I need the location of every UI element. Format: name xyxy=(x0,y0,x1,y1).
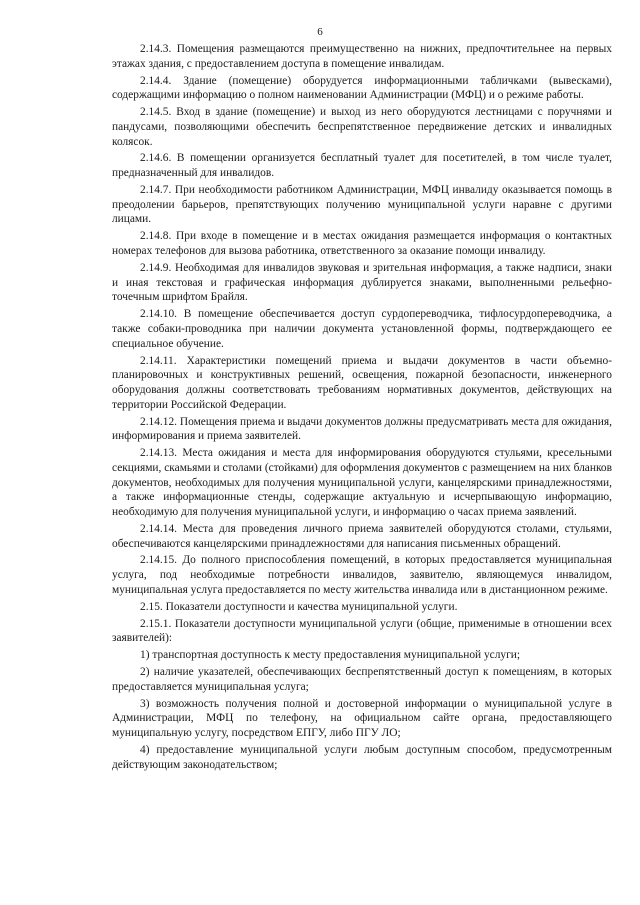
paragraph-2-14-14: 2.14.14. Места для проведения личного приема заявителей оборудуются столами, стульями, обеспечиваются канцелярскими принадлежностями для написания письменных обращений. xyxy=(112,522,612,550)
list-item-2: 2) наличие указателей, обеспечивающих беспрепятственный доступ к помещениям, в которых предоставляется муниципальная услуга; xyxy=(112,666,612,693)
paragraph-2-15-1: 2.15.1. Показатели доступности муниципальной услуги (общие, применимые в отношении всех заявителей): xyxy=(112,617,612,645)
paragraph-2-14-3: 2.14.3. Помещения размещаются преимущественно на нижних, предпочтительнее на первых этажах здания, с предоставлением доступа в помещение инвалидам. xyxy=(112,43,612,70)
paragraph-2-14-4: 2.14.4. Здание (помещение) оборудуется информационными табличками (вывесками), содержащими информацию о полном наименовании Администрации (МФЦ) и о режиме работы. xyxy=(112,74,612,102)
paragraph-2-14-11: 2.14.11. Характеристики помещений приема и выдачи документов в части объемно-планировочных и конструктивных решений, освещения, пожарной безопасности, инженерного оборудования должны соответствовать требованиям нормативных документов, действующих на территории Российской Федерации. xyxy=(112,354,612,411)
paragraph-2-14-7: 2.14.7. При необходимости работником Администрации, МФЦ инвалиду оказывается помощь в преодолении барьеров, препятствующих получению муниципальной услуги наравне с другими лицами. xyxy=(112,184,612,226)
document-body xyxy=(112,42,612,772)
page-number: 6 xyxy=(317,26,323,38)
paragraph-2-14-5: 2.14.5. Вход в здание (помещение) и выход из него оборудуются лестницами с поручнями и пандусами, позволяющими обеспечить беспрепятственное передвижение детских и инвалидных колясок. xyxy=(112,106,612,148)
paragraph-2-14-10: 2.14.10. В помещение обеспечивается доступ сурдопереводчика, тифлосурдопереводчика, а также собаки-проводника при наличии документа установленной формы, подтверждающего ее специальное обучение. xyxy=(112,308,612,350)
list-item-1: 1) транспортная доступность к месту предоставления муниципальной услуги; xyxy=(140,649,521,662)
paragraph-2-14-9: 2.14.9. Необходимая для инвалидов звуковая и зрительная информация, а также надписи, знаки и иная текстовая и графическая информация дублируется знаками, выполненными рельефно-точечным шрифтом Брайля. xyxy=(112,261,612,304)
paragraph-2-14-6: 2.14.6. В помещении организуется бесплатный туалет для посетителей, в том числе туалет, предназначенный для инвалидов. xyxy=(112,152,612,180)
paragraph-2-14-13: 2.14.13. Места ожидания и места для информирования оборудуются стульями, кресельными секциями, скамьями и столами (стойками) для оформления документов с размещением на них бланков документов, необходимых для получения муниципальной услуги, канцелярскими принадлежностями, а также информационные стенды, содержащие актуальную и исчерпывающую информацию, необходимую для получения муниципальной услуги, и информацию о часах приема заявлений. xyxy=(112,447,612,518)
paragraph-2-14-12: 2.14.12. Помещения приема и выдачи документов должны предусматривать места для ожидания, информирования и приема заявителей. xyxy=(112,415,612,443)
list-item-3: 3) возможность получения полной и достоверной информации о муниципальной услуге в Администрации, МФЦ по телефону, на официальном сайте органа, предоставляющего муниципальную услугу, посредством ЕПГУ, либо ПГУ ЛО; xyxy=(112,697,612,740)
paragraph-2-15: 2.15. Показатели доступности и качества муниципальной услуги. xyxy=(140,600,458,613)
paragraph-2-14-8: 2.14.8. При входе в помещение и в местах ожидания размещается информация о контактных номерах телефонов для вызова работника, ответственного за оказание помощи инвалиду. xyxy=(112,230,612,258)
list-item-4: 4) предоставление муниципальной услуги любым доступным способом, предусмотренным действующим законодательством; xyxy=(112,744,612,771)
paragraph-2-14-15: 2.14.15. До полного приспособления помещений, в которых предоставляется муниципальная услуга, под необходимые потребности инвалидов, заявителю, являющемуся инвалидом, муниципальная услуга предоставляется по месту жительства инвалида или в дистанционном режиме. xyxy=(112,554,612,596)
